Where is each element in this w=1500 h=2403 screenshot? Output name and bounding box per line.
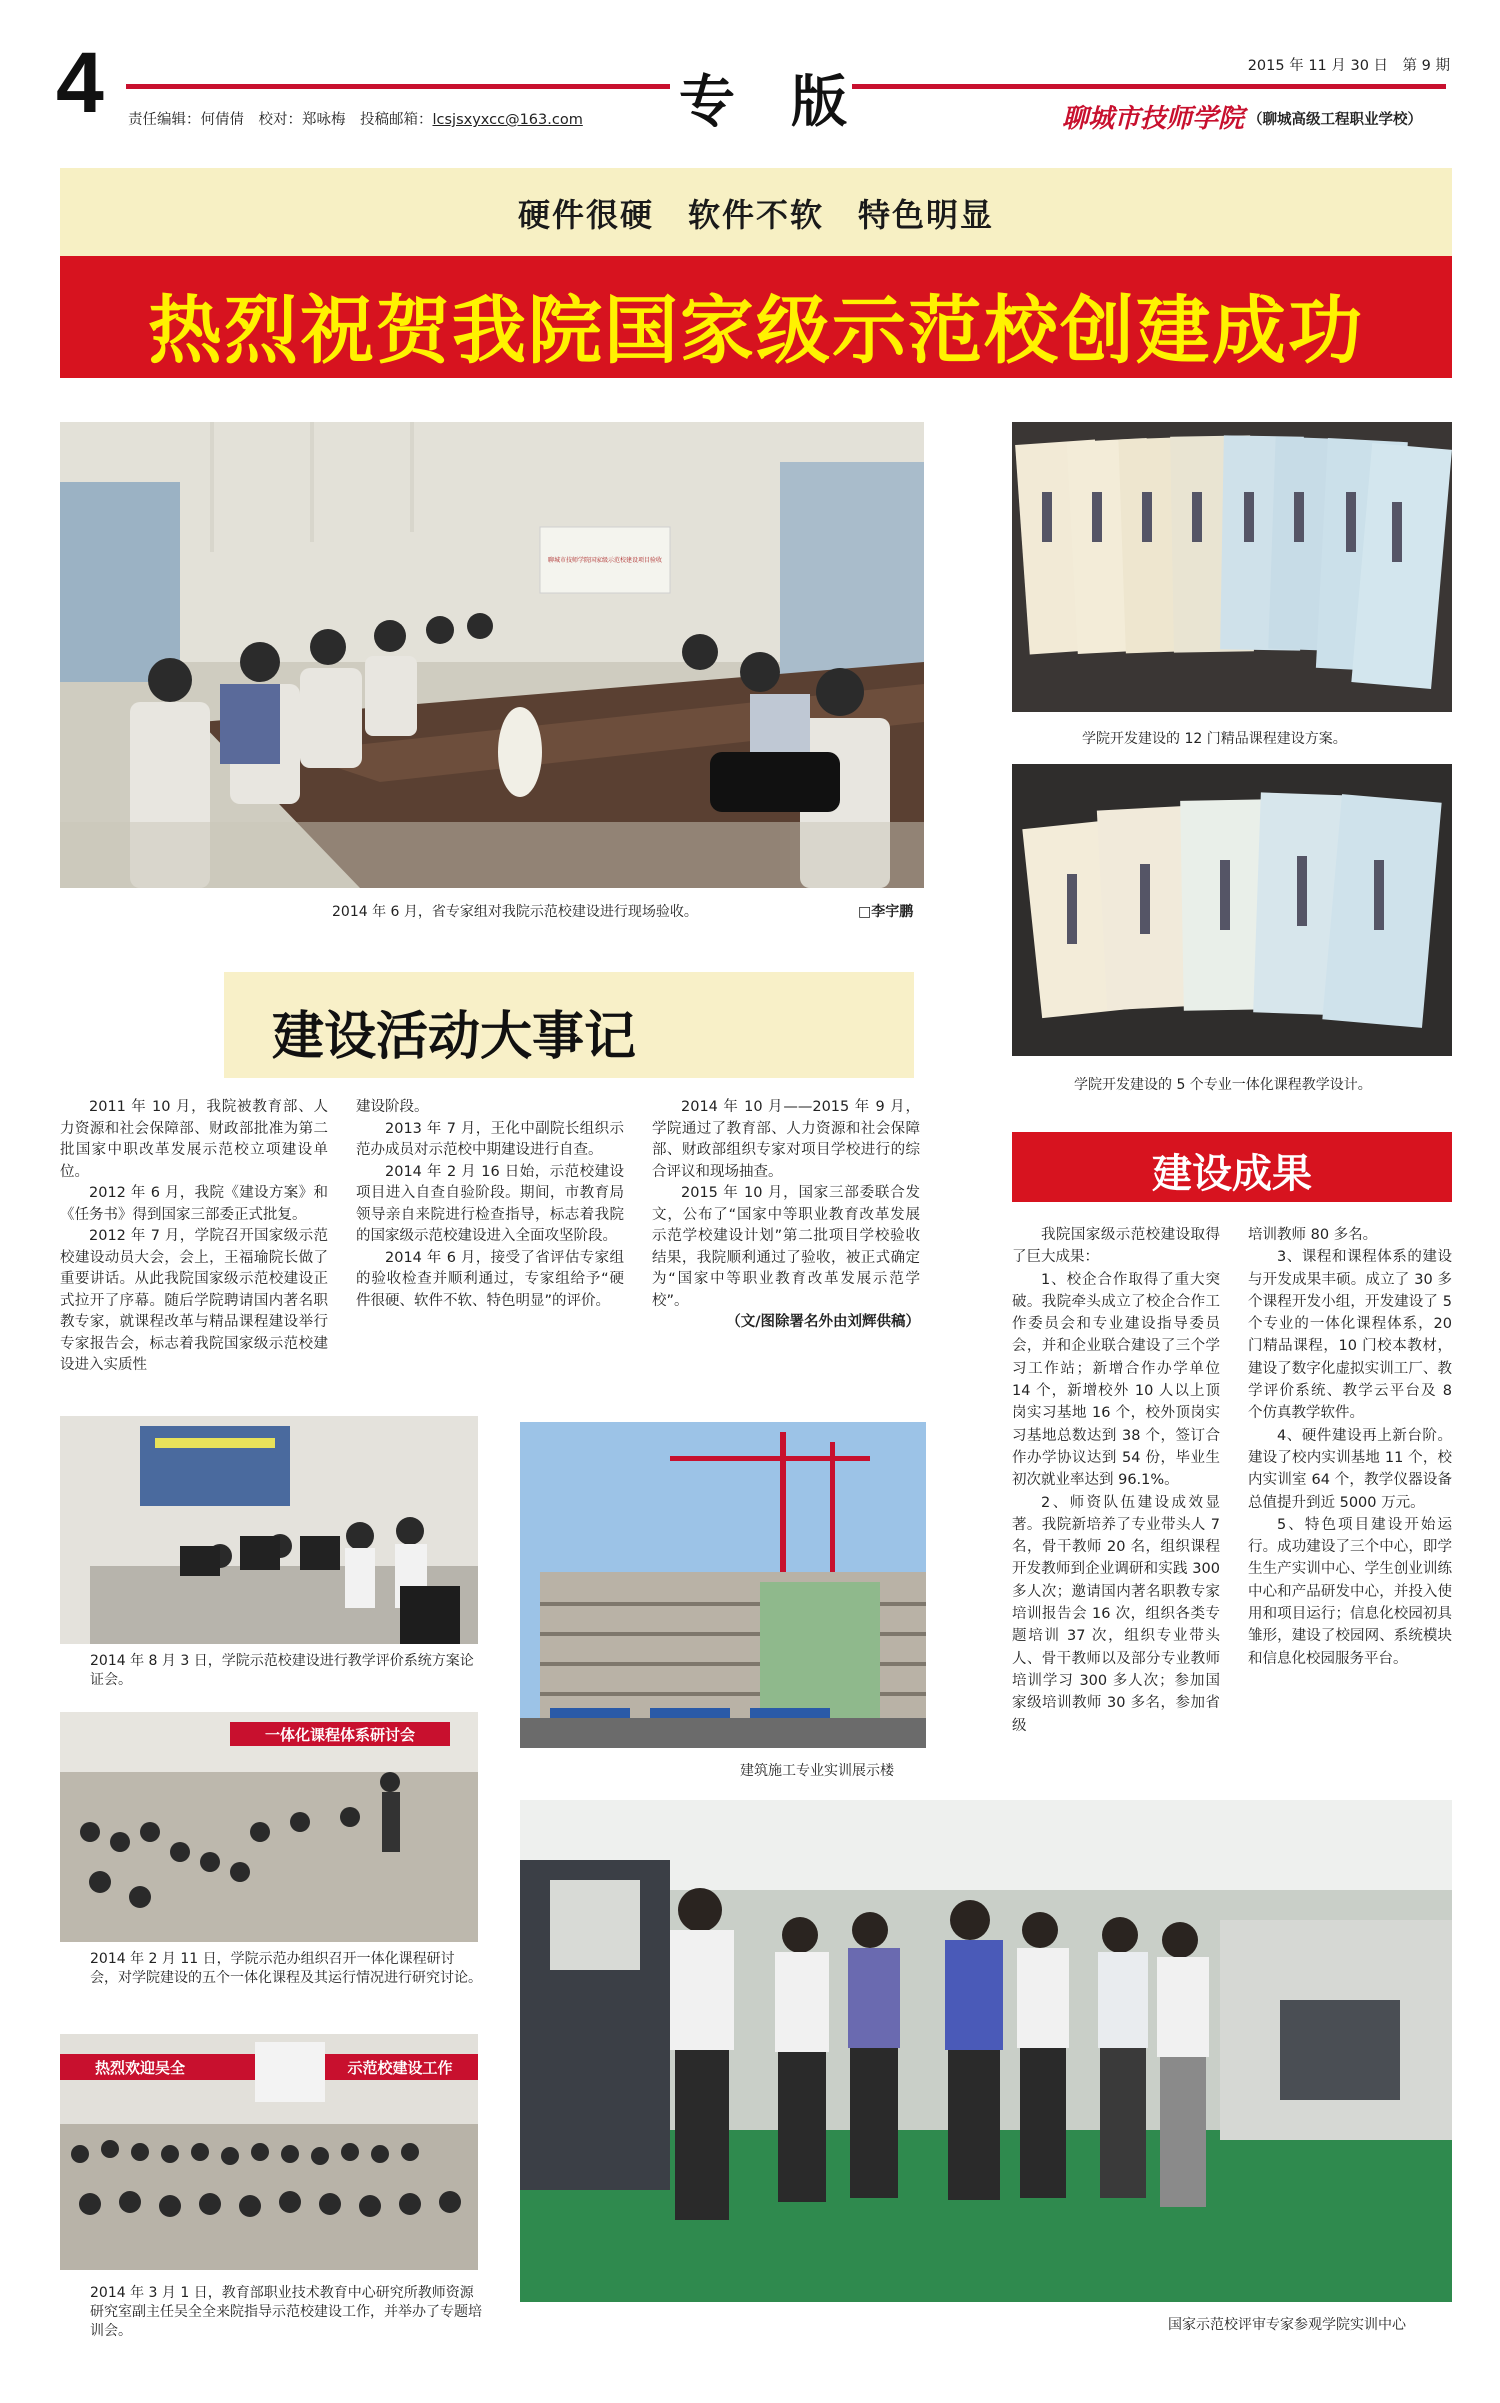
dashiji-col2: [356, 1097, 624, 1312]
chengguo-col1: [1012, 1224, 1220, 1737]
slogan: 硬件很硬 软件不软 特色明显: [517, 196, 994, 234]
photo-course-plans: [1012, 422, 1452, 712]
editor-line: [128, 108, 583, 129]
building-illustration: [520, 1422, 926, 1748]
chengguo-item: 4、硬件建设再上新台阶。建设了校内实训基地 11 个，校内实训室 64 个，教学仪器设备总值提升到近 5000 万元。: [1248, 1427, 1452, 1511]
course-plans-caption: 学院开发建设的 12 门精品课程建设方案。: [1082, 731, 1347, 747]
photo-training-session: [60, 2034, 478, 2270]
chengguo-title-box: [1012, 1132, 1452, 1202]
header-rule-left: [126, 84, 670, 89]
dashiji-item: 2014 年 6 月，接受了省评估专家组的验收检查并顺利通过，专家组给予“硬件很硬、软件不软、特色明显”的评价。: [356, 1249, 624, 1309]
photo-course-symposium: [60, 1712, 478, 1942]
symposium-caption: 2014 年 2 月 11 日，学院示范办组织召开一体化课程研讨会，对学院建设的五个一体化课程及其运行情况进行研究讨论。: [90, 1951, 482, 1986]
editor-credits: 责任编辑：何倩倩 校对：郑咏梅 投稿邮箱：: [128, 112, 433, 128]
chengguo-item: 培训教师 80 多名。: [1248, 1227, 1378, 1243]
dashiji-col3: [652, 1097, 920, 1334]
training-sign-text-b: 示范校建设工作: [347, 2059, 453, 2077]
chengguo-item: 3、课程和课程体系的建设与开发成果丰硕。成立了 30 多个课程开发小组，开发建设了 5 个专业的一体化课程体系，20 门精品课程，10 门校本教材，建设了数字化虚拟实训工厂、教学评价系统、教学云平台及 8 个仿真教学软件。: [1248, 1249, 1452, 1422]
photo-construction-building: [520, 1422, 926, 1748]
dashiji-item: 2014 年 10 月——2015 年 9 月，学院通过了教育部、人力资源和社会保障部、财政部组织专家对项目学校进行的综合评议和现场抽查。: [652, 1099, 920, 1180]
dashiji-credit: （文/图除署名外由刘辉供稿）: [726, 1314, 920, 1330]
chengguo-item: 2、师资队伍建设成效显著。我院新培养了专业带头人 7 名，骨干教师 20 名，组织课程开发教师到企业调研和实践 300 多人次；邀请国内著名职教专家培训报告会 16 次，组织各类专题培训 37 次，组织专业带头人、骨干教师以及部分专业教师培训学习 300 多人次；参加国家级培训教师 30 多名，参加省级: [1012, 1494, 1220, 1734]
submission-email[interactable]: lcsjsxyxcc@163.com: [432, 112, 583, 128]
symposium-illustration: [60, 1712, 478, 1942]
dashiji-item: 2015 年 10 月，国家三部委联合发文，公布了“国家中等职业教育改革发展示范学校建设计划”第二批项目学校验收结果，我院顺利通过了验收，被正式确定为“国家中等职业教育改革发展示范学校”。: [652, 1185, 920, 1309]
dashiji-item: 2014 年 2 月 16 日始，示范校建设项目进入自查自验阶段。期间，市教育局领导亲自来院进行检查指导，标志着我院的国家级示范校建设进入全面攻坚阶段。: [356, 1163, 624, 1244]
dashiji-item: 2012 年 7 月，学院召开国家级示范校建设动员大会，会上，王福瑜院长做了重要讲话。从此我院国家级示范校建设正式拉开了序幕。随后学院聘请国内著名职教专家，就课程改革与精品课程建设举行专家报告会，标志着我院国家级示范校建设进入实质性: [60, 1228, 328, 1373]
headline-box: [60, 256, 1452, 378]
booklets-illustration: [1012, 422, 1452, 712]
dashiji-item: 建设阶段。: [356, 1099, 429, 1115]
designs-illustration: [1012, 764, 1452, 1056]
dashiji-item: 2011 年 10 月，我院被教育部、人力资源和社会保障部、财政部批准为第二批国家中职改革发展示范校立项建设单位。: [60, 1099, 328, 1180]
training-sign-text-a: 热烈欢迎吴全: [94, 2059, 186, 2077]
headline: 热烈祝贺我院国家级示范校创建成功: [148, 288, 1364, 374]
photo-evaluation-meeting: [60, 1416, 478, 1644]
slogan-strip: [60, 168, 1452, 256]
main-photo-credit: □李宇鹏: [858, 904, 914, 920]
page-number: 4: [56, 35, 104, 131]
dashiji-title-box: [224, 972, 914, 1078]
photo-meeting: [60, 422, 924, 888]
evaluation-caption: 2014 年 8 月 3 日，学院示范校建设进行教学评价系统方案论证会。: [90, 1653, 474, 1688]
evaluation-illustration: [60, 1416, 478, 1644]
main-photo-caption: 2014 年 6 月，省专家组对我院示范校建设进行现场验收。: [332, 904, 698, 920]
photo-training-center-visit: [520, 1800, 1452, 2302]
symposium-sign-text: 一体化课程体系研讨会: [264, 1726, 416, 1744]
chengguo-item: 我院国家级示范校建设取得了巨大成果：: [1012, 1227, 1220, 1266]
meeting-illustration: [60, 422, 924, 888]
meeting-screen-text: 聊城市技师学院国家级示范校建设项目验收: [547, 557, 663, 564]
chengguo-item: 5、特色项目建设开始运行。成功建设了三个中心，即学生生产实训中心、学生创业训练中心和产品研发中心，并投入使用和项目运行；信息化校园初具雏形，建设了校园网、系统模块和信息化校园服务平台。: [1248, 1516, 1452, 1667]
dashiji-item: 2012 年 6 月，我院《建设方案》和《任务书》得到国家三部委正式批复。: [60, 1185, 328, 1223]
header-rule-right: [852, 84, 1446, 89]
school-logo-text: 聊城市技师学院: [1062, 104, 1245, 134]
dashiji-title: 建设活动大事记: [272, 1006, 637, 1067]
school-subtitle: （聊城高级工程职业学校）: [1248, 112, 1422, 128]
visit-illustration: [520, 1800, 1452, 2302]
course-designs-caption: 学院开发建设的 5 个专业一体化课程教学设计。: [1074, 1077, 1372, 1093]
chengguo-title: 建设成果: [1152, 1150, 1312, 1197]
dashiji-col1: [60, 1097, 328, 1377]
dashiji-item: 2013 年 7 月，王化中副院长组织示范办成员对示范校中期建设进行自查。: [356, 1120, 624, 1158]
photo-course-designs: [1012, 764, 1452, 1056]
chengguo-item: 1、校企合作取得了重大突破。我院牵头成立了校企合作工作委员会和专业建设指导委员会，并和企业联合建设了三个学习工作站；新增合作办学单位 14 个，新增校外 10 人以上顶岗实习基地 16 个，校外顶岗实习基地总数达到 38 个，签订合作办学协议达到 54 份，毕业生初次就业率达到 96.1%。: [1012, 1271, 1220, 1489]
date-line: 2015 年 11 月 30 日 第 9 期: [1247, 58, 1450, 74]
section-title: 专 版: [679, 69, 847, 135]
training-caption: 2014 年 3 月 1 日，教育部职业技术教育中心研究所教师资源研究室副主任吴全全来院指导示范校建设工作，并举办了专题培训会。: [90, 2285, 482, 2339]
building-caption: 建筑施工专业实训展示楼: [740, 1763, 894, 1779]
visit-caption: 国家示范校评审专家参观学院实训中心: [1168, 2317, 1406, 2333]
training-illustration: [60, 2034, 478, 2270]
chengguo-col2: [1248, 1224, 1452, 1670]
